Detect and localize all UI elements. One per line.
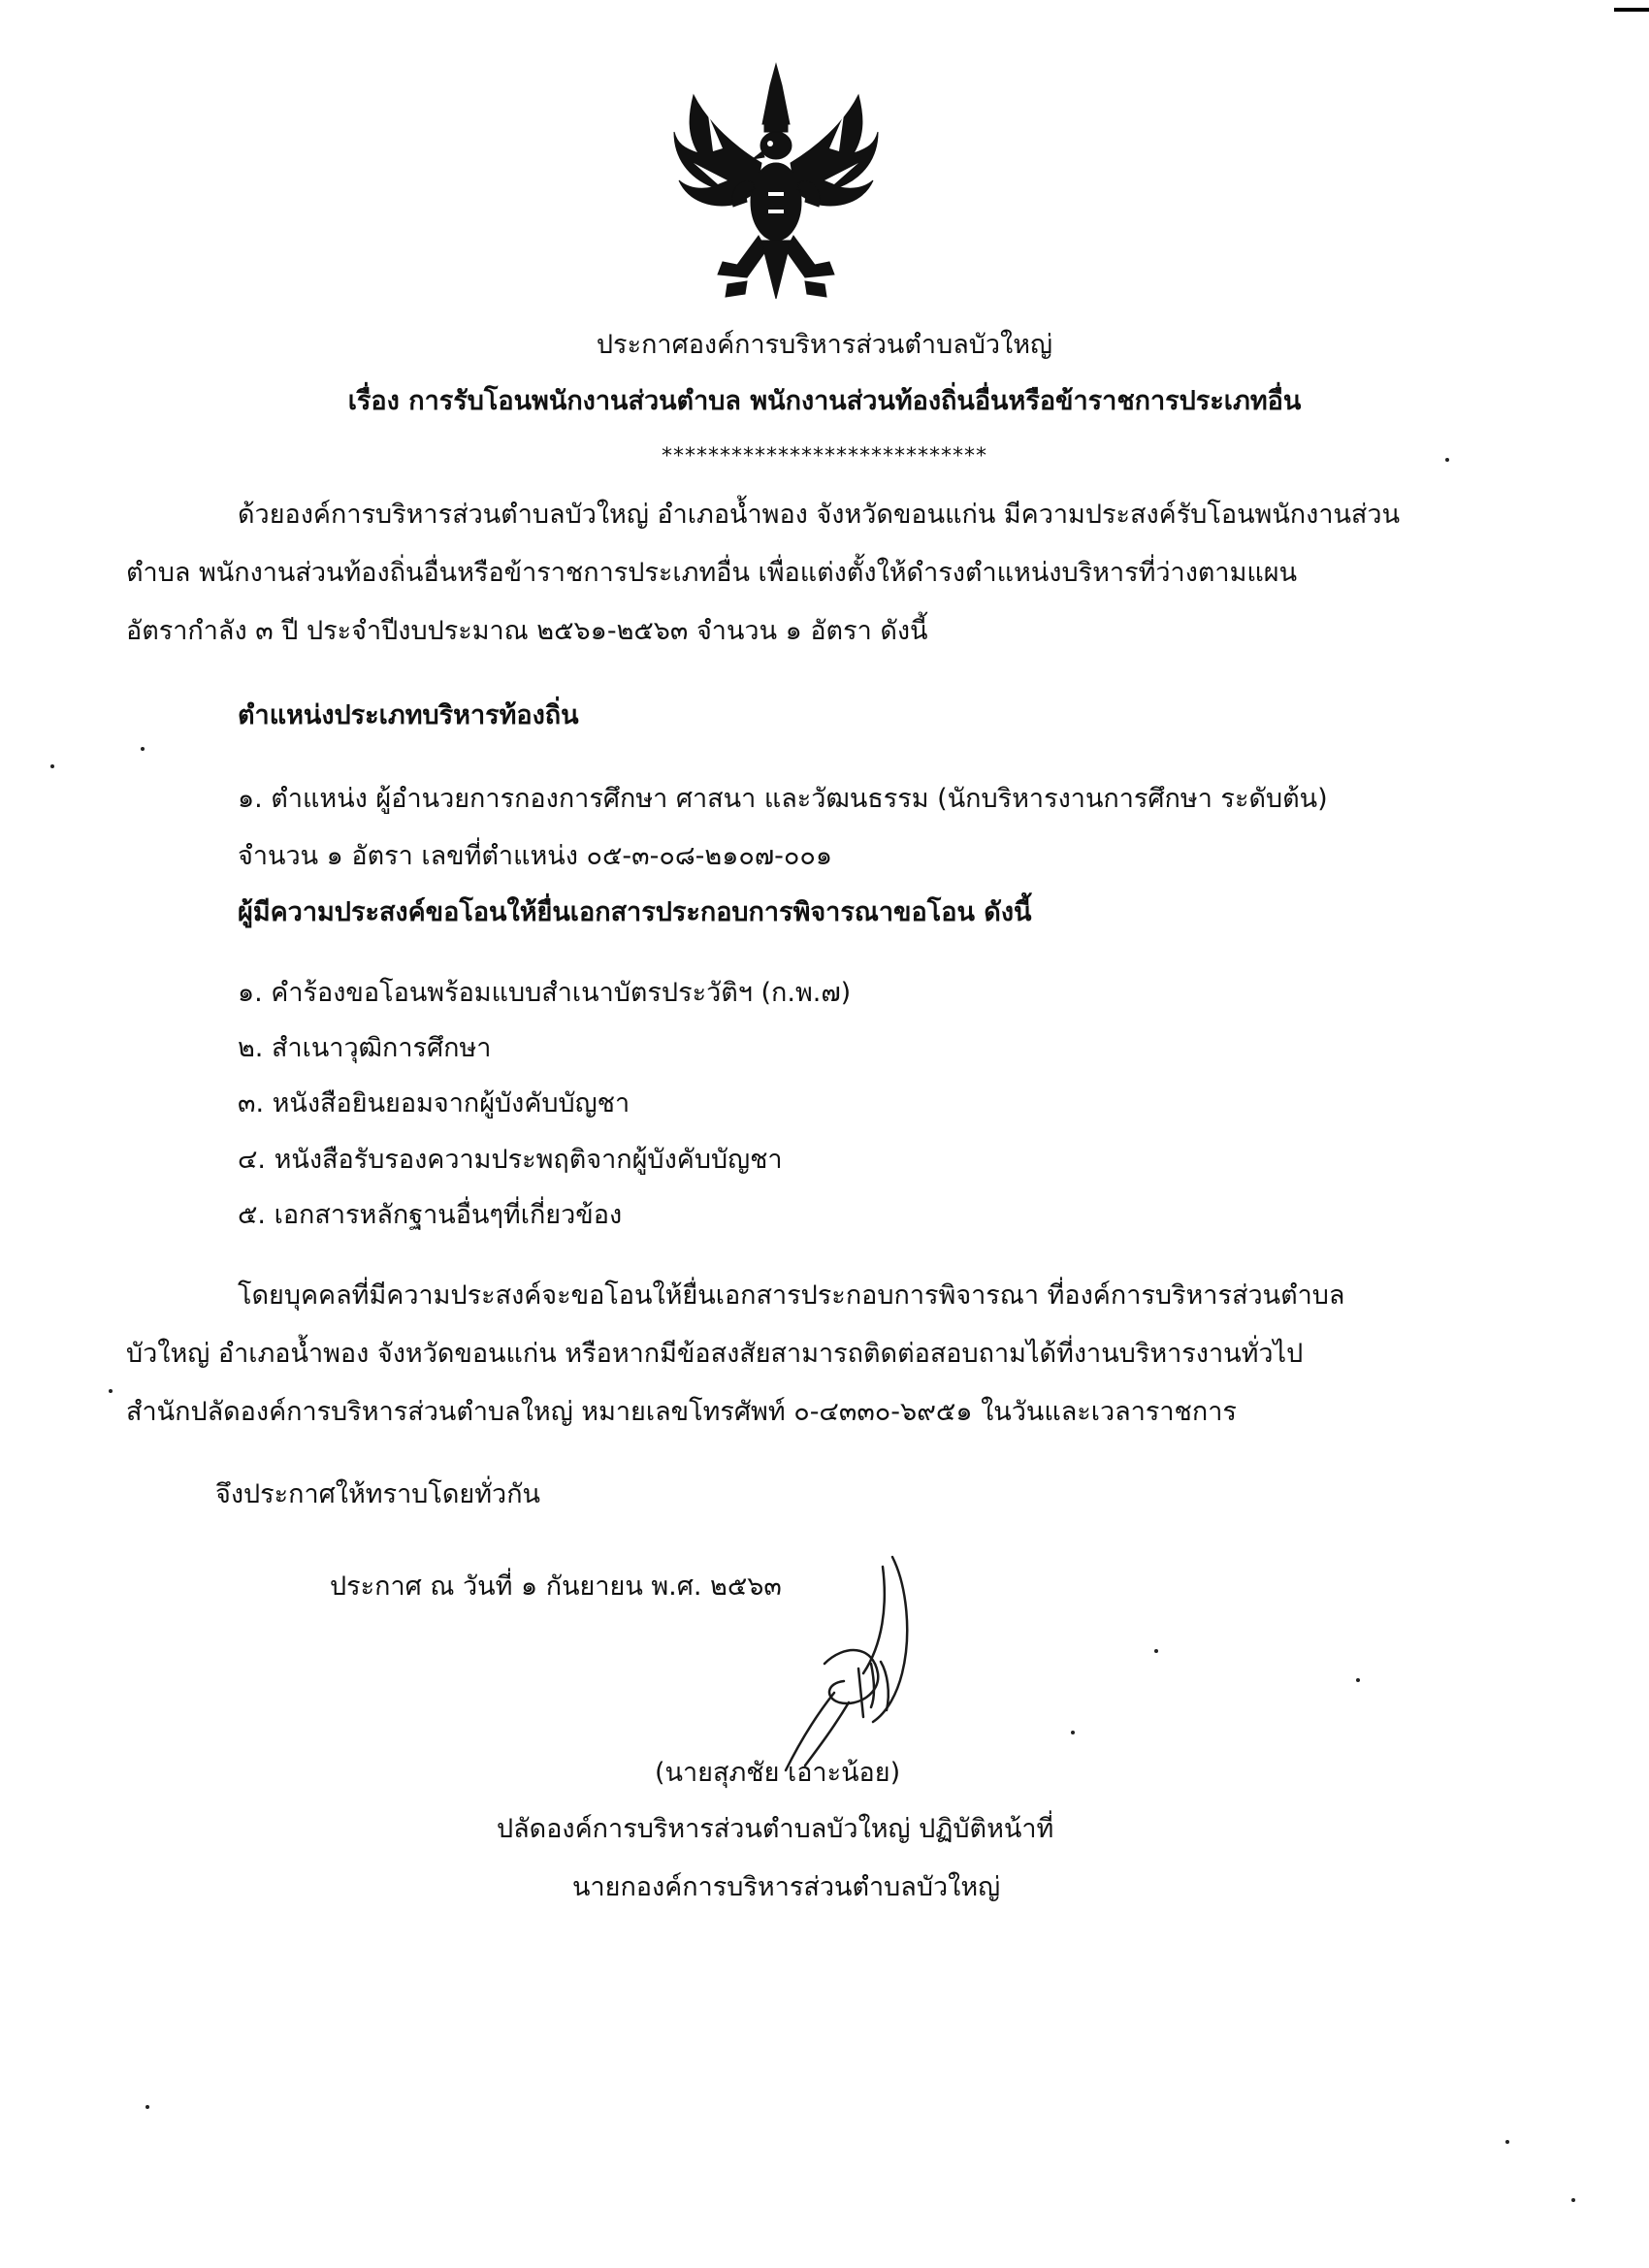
position-item-line-2: จำนวน ๑ อัตรา เลขที่ตำแหน่ง ๐๕-๓-๐๘-๒๑๐๗-๐๐๑ <box>238 841 832 871</box>
intro-line-2: ตำบล พนักงานส่วนท้องถิ่นอื่นหรือข้าราชการประเภทอื่น เพื่อแต่งตั้งให้ดำรงตำแหน่งบริหารที่ว่างตามแผน <box>126 558 1298 588</box>
scan-speck <box>50 764 54 768</box>
document-item-5: ๕. เอกสารหลักฐานอื่นๆที่เกี่ยวข้อง <box>238 1200 623 1230</box>
contact-line-2: บัวใหญ่ อำเภอน้ำพอง จังหวัดขอนแก่น หรือหากมีข้อสงสัยสามารถติดต่อสอบถามได้ที่งานบริหารงานทั่วไป <box>126 1339 1304 1369</box>
signer-position-line-1: ปลัดองค์การบริหารส่วนตำบลบัวใหญ่ ปฏิบัติหน้าที่ <box>497 1814 1054 1844</box>
contact-line-3: สำนักปลัดองค์การบริหารส่วนตำบลใหญ่ หมายเลขโทรศัพท์ ๐-๔๓๓๐-๖๙๕๑ ในวันและเวลาราชการ <box>126 1397 1237 1427</box>
position-heading: ตำแหน่งประเภทบริหารท้องถิ่น <box>238 700 579 730</box>
scan-speck <box>1071 1731 1075 1734</box>
scan-corner-mark <box>1614 8 1649 12</box>
scan-speck <box>109 1389 113 1393</box>
scan-speck <box>1571 2198 1575 2202</box>
garuda-emblem-icon <box>669 56 883 310</box>
position-item-line-1: ๑. ตำแหน่ง ผู้อำนวยการกองการศึกษา ศาสนา และวัฒนธรรม (นักบริหารงานการศึกษา ระดับต้น) <box>238 784 1328 814</box>
handwritten-signature-icon <box>766 1547 960 1780</box>
announcement-date: ประกาศ ณ วันที่ ๑ กันยายน พ.ศ. ๒๕๖๓ <box>330 1571 782 1602</box>
documents-heading: ผู้มีความประสงค์ขอโอนให้ยื่นเอกสารประกอบการพิจารณาขอโอน ดังนี้ <box>238 897 1032 927</box>
closing-text: จึงประกาศให้ทราบโดยทั่วกัน <box>215 1479 540 1509</box>
signer-position-line-2: นายกองค์การบริหารส่วนตำบลบัวใหญ่ <box>572 1872 1001 1902</box>
scan-speck <box>1356 1678 1360 1682</box>
document-item-4: ๔. หนังสือรับรองความประพฤติจากผู้บังคับบัญชา <box>238 1145 783 1175</box>
contact-line-1: โดยบุคคลที่มีความประสงค์จะขอโอนให้ยื่นเอกสารประกอบการพิจารณา ที่องค์การบริหารส่วนตำบล <box>238 1280 1345 1311</box>
intro-line-1: ด้วยองค์การบริหารส่วนตำบลบัวใหญ่ อำเภอน้ำพอง จังหวัดขอนแก่น มีความประสงค์รับโอนพนักงานส่วน <box>238 500 1401 530</box>
document-item-1: ๑. คำร้องขอโอนพร้อมแบบสำเนาบัตรประวัติฯ (ก.พ.๗) <box>238 978 852 1008</box>
scan-speck <box>141 747 145 751</box>
scan-speck <box>1445 458 1449 462</box>
document-item-3: ๓. หนังสือยินยอมจากผู้บังคับบัญชา <box>238 1088 630 1118</box>
announcement-title: ประกาศองค์การบริหารส่วนตำบลบัวใหญ่ <box>596 330 1053 360</box>
scan-speck <box>1154 1649 1158 1653</box>
document-item-2: ๒. สำเนาวุฒิการศึกษา <box>238 1033 492 1063</box>
signer-name: (นายสุภชัย เอาะน้อย) <box>655 1758 901 1788</box>
scan-speck <box>1505 2140 1509 2144</box>
separator-stars: **************************** <box>662 444 987 469</box>
announcement-subject: เรื่อง การรับโอนพนักงานส่วนตำบล พนักงานส่วนท้องถิ่นอื่นหรือข้าราชการประเภทอื่น <box>347 386 1302 416</box>
scan-speck <box>146 2105 149 2109</box>
intro-line-3: อัตรากำลัง ๓ ปี ประจำปีงบประมาณ ๒๕๖๑-๒๕๖๓ จำนวน ๑ อัตรา ดังนี้ <box>126 616 928 646</box>
